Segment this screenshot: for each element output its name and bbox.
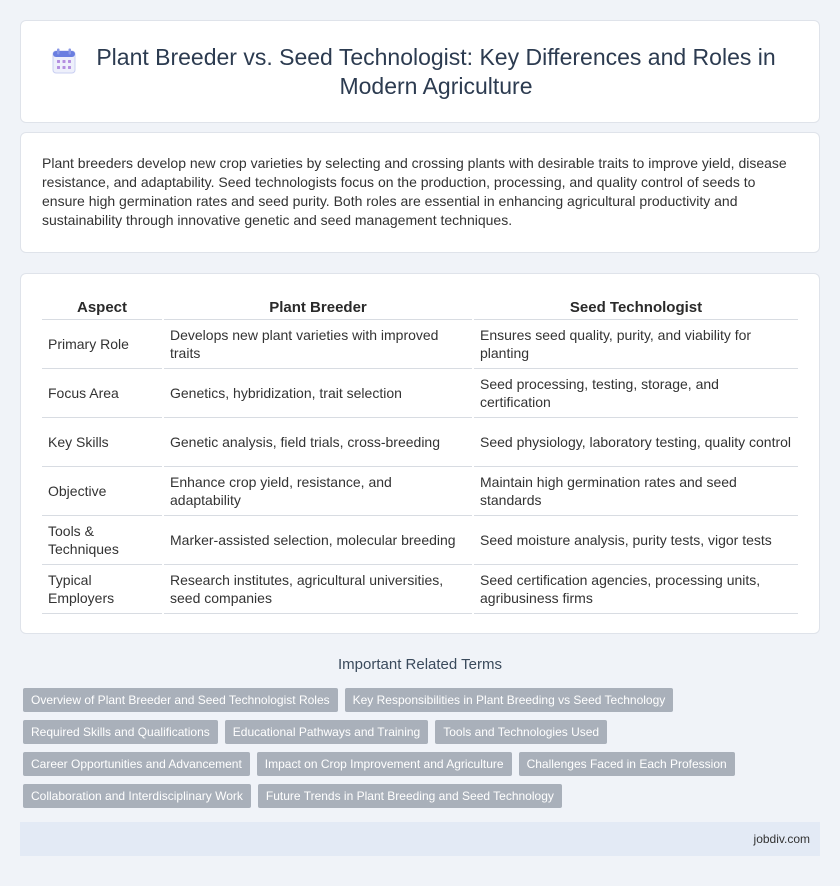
aspect-cell: Objective (42, 466, 163, 515)
title-row (21, 43, 819, 101)
plant-breeder-cell: Develops new plant varieties with improved traits (163, 319, 473, 368)
related-terms-list (23, 688, 823, 816)
related-term-tag[interactable]: Key Responsibilities in Plant Breeding vs Seed Technology (345, 688, 674, 712)
footer (20, 822, 820, 856)
seed-technologist-cell: Maintain high germination rates and seed standards (473, 466, 798, 515)
plant-breeder-cell: Genetic analysis, field trials, cross-breeding (163, 417, 473, 466)
header-aspect: Aspect (42, 296, 163, 319)
seed-technologist-cell: Ensures seed quality, purity, and viability for planting (473, 319, 798, 368)
comparison-table (42, 296, 798, 614)
tag-row (23, 720, 823, 744)
calendar-icon (52, 48, 76, 74)
related-term-tag[interactable]: Collaboration and Interdisciplinary Work (23, 784, 251, 808)
seed-technologist-cell: Seed physiology, laboratory testing, quality control (473, 417, 798, 466)
aspect-cell: Key Skills (42, 417, 163, 466)
table-header-row (42, 296, 798, 319)
related-term-tag[interactable]: Challenges Faced in Each Profession (519, 752, 735, 776)
plant-breeder-cell: Marker-assisted selection, molecular breeding (163, 515, 473, 564)
header-card (20, 20, 820, 123)
footer-site-link[interactable]: jobdiv.com (753, 832, 810, 846)
header-plant-breeder: Plant Breeder (163, 296, 473, 319)
intro-paragraph: Plant breeders develop new crop varieties by selecting and crossing plants with desirable traits to improve yield, disease resistance, and adaptability. Seed technologists focus on the production, processing, and quality control of seeds to ensure high germination rates and seed purity. Both roles are essential in enhancing agricultural productivity and sustainability through innovative genetic and seed management techniques. (42, 155, 787, 228)
related-term-tag[interactable]: Tools and Technologies Used (435, 720, 607, 744)
aspect-cell: Typical Employers (42, 564, 163, 613)
aspect-cell: Focus Area (42, 368, 163, 417)
table-row (42, 466, 798, 515)
page-title: Plant Breeder vs. Seed Technologist: Key Differences and Roles in Modern Agriculture (96, 44, 776, 99)
seed-technologist-cell: Seed processing, testing, storage, and certification (473, 368, 798, 417)
related-term-tag[interactable]: Impact on Crop Improvement and Agriculture (257, 752, 512, 776)
related-term-tag[interactable]: Future Trends in Plant Breeding and Seed Technology (258, 784, 562, 808)
tag-row (23, 752, 823, 776)
header-seed-technologist: Seed Technologist (473, 296, 798, 319)
plant-breeder-cell: Genetics, hybridization, trait selection (163, 368, 473, 417)
aspect-cell: Tools & Techniques (42, 515, 163, 564)
aspect-cell: Primary Role (42, 319, 163, 368)
tag-row (23, 688, 823, 712)
related-terms-heading: Important Related Terms (338, 656, 502, 673)
table-row (42, 564, 798, 613)
related-term-tag[interactable]: Educational Pathways and Training (225, 720, 428, 744)
intro-card (20, 132, 820, 253)
seed-technologist-cell: Seed certification agencies, processing units, agribusiness firms (473, 564, 798, 613)
plant-breeder-cell: Research institutes, agricultural universities, seed companies (163, 564, 473, 613)
table-row (42, 319, 798, 368)
related-term-tag[interactable]: Required Skills and Qualifications (23, 720, 218, 744)
related-term-tag[interactable]: Career Opportunities and Advancement (23, 752, 250, 776)
table-row (42, 515, 798, 564)
related-term-tag[interactable]: Overview of Plant Breeder and Seed Technologist Roles (23, 688, 338, 712)
comparison-card (20, 273, 820, 634)
table-row (42, 368, 798, 417)
plant-breeder-cell: Enhance crop yield, resistance, and adaptability (163, 466, 473, 515)
seed-technologist-cell: Seed moisture analysis, purity tests, vigor tests (473, 515, 798, 564)
table-row (42, 417, 798, 466)
tag-row (23, 784, 823, 808)
